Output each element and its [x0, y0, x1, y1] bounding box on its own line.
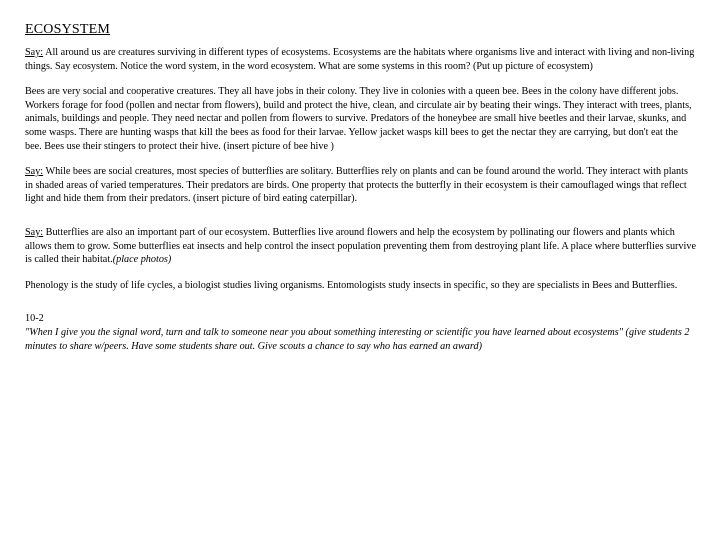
- say-label: Say:: [25, 47, 44, 58]
- paragraph-text: Bees are very social and cooperative creatures. They all have jobs in their colony. They live in colonies with a queen bee. Bees in the colony have different jobs. Workers forage for food (pollen and nectar from flowers), build and protect the hive, clean, and circulate air by beating their wings. They interact with trees, plants, animals, buildings and people. They need nectar and pollen from flowers to survive. Predators of the honeybee are small hive beetles and their larvae, skunks, and some wasps. There are hunting wasps that kill the bees as food for their larvae. Yellow jacket wasps kill bees to get the nectar they are carrying, but don't eat the bee. Bees use their stingers to protect their hive. (insert picture of bee hive ): [25, 86, 692, 152]
- paragraph-activity: [25, 312, 697, 353]
- paragraph-phenology: [25, 279, 697, 293]
- paragraph-text: Butterflies are also an important part of our ecosystem. Butterflies live around flowers and help the ecosystem by pollinating our flowers and plants which allows them to grow. Some butterflies eat insects and help control the insect population preventing them from destroying plant life. A place where butterflies survive is called their habitat.: [25, 226, 696, 266]
- paragraph-text: Phenology is the study of life cycles, a biologist studies living organisms. Entomologists study insects in specific, so they are specialists in Bees and Butterflies.: [25, 279, 678, 291]
- say-label: Say:: [25, 226, 44, 238]
- paragraph-text: While bees are social creatures, most species of butterflies are solitary. Butterflies rely on plants and can be found around the world. They interact with plants in shaded areas of varied temperatures. Their predators are birds. One property that protects the butterfly in their ecosystem is their camouflaged wings that reflect light and hide them from their predators. (insert picture of bird eating caterpillar).: [25, 166, 688, 205]
- activity-code: 10-2: [25, 313, 44, 325]
- paragraph-ecosystem-role: [25, 226, 697, 267]
- paragraph-bees: [25, 85, 697, 153]
- paragraph-text: All around us are creatures surviving in different types of ecosystems. Ecosystems are the habitats where organisms live and interact with living and non-living things. Say ecosystem. Notice the word system, in the word ecosystem. What are some systems in this room? (Put up picture of ecosystem): [25, 47, 695, 72]
- paragraph-note: (place photos): [112, 254, 172, 266]
- paragraph-intro: [25, 46, 697, 73]
- paragraph-butterflies: [25, 165, 697, 206]
- document-title: ECOSYSTEM: [25, 22, 111, 37]
- document-page: [25, 22, 697, 365]
- activity-instructions: "When I give you the signal word, turn and talk to someone near you about something interesting or scientific you have learned about ecosystems" (give students 2 minutes to share w/peers. Have some students share out. Give scouts a chance to say who has earned an award): [25, 326, 690, 352]
- say-label: Say:: [25, 166, 44, 178]
